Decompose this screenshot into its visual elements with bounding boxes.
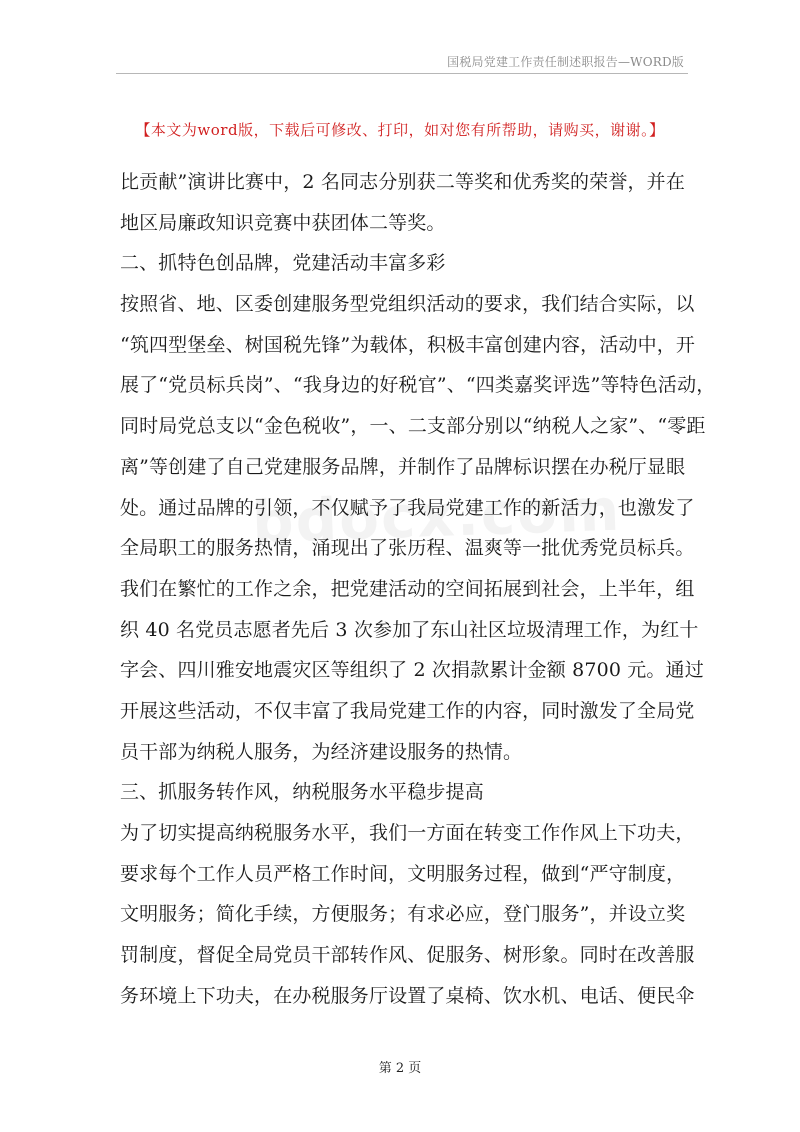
body-text — [120, 162, 716, 1016]
text-line: 我们在繁忙的工作之余，把党建活动的空间拓展到社会，上半年，组 — [120, 577, 695, 600]
text-line: 要求每个工作人员严格工作时间，文明服务过程，做到“严守制度， — [120, 862, 686, 885]
text-line: “筑四型堡垒、树国税先锋”为载体，积极丰富创建内容，活动中，开 — [120, 333, 696, 356]
text-line: 同时局党总支以“金色税收”，一、二支部分别以“纳税人之家”、“零距 — [120, 415, 706, 438]
text-line: 全局职工的服务热情，涌现出了张历程、温爽等一批优秀党员标兵。 — [120, 537, 695, 560]
text-line: 文明服务；简化手续，方便服务；有求必应，登门服务”，并设立奖 — [120, 903, 686, 926]
text-line: 罚制度，督促全局党员干部转作风、促服务、树形象。同时在改善服 — [120, 944, 695, 967]
text-line: 字会、四川雅安地震灾区等组织了 2 次捐款累计金额 8700 元。通过 — [120, 659, 704, 682]
text-line: 展了“党员标兵岗”、“我身边的好税官”、“四类嘉奖评选”等特色活动， — [120, 374, 716, 397]
section-heading: 三、抓服务转作风，纳税服务水平稳步提高 — [120, 781, 484, 804]
header-divider — [116, 73, 688, 74]
text-line: 开展这些活动，不仅丰富了我局党建工作的内容，同时激发了全局党 — [120, 699, 695, 722]
text-line: 按照省、地、区委创建服务型党组织活动的要求，我们结合实际，以 — [120, 293, 695, 316]
text-line: 织 40 名党员志愿者先后 3 次参加了东山社区垃圾清理工作，为红十 — [120, 618, 699, 641]
running-header: 国税局党建工作责任制述职报告—WORD版 — [447, 55, 684, 69]
text-line: 务环境上下功夫，在办税服务厅设置了桌椅、饮水机、电话、便民伞 — [120, 984, 695, 1007]
text-line: 地区局廉政知识竞赛中获团体二等奖。 — [120, 211, 446, 234]
text-line: 处。通过品牌的引领，不仅赋予了我局党建工作的新活力，也激发了 — [120, 496, 695, 519]
text-line: 为了切实提高纳税服务水平，我们一方面在转变工作作风上下功夫， — [120, 822, 695, 844]
page-number: 第 2 页 — [378, 1061, 422, 1076]
section-heading: 二、抓特色创品牌，党建活动丰富多彩 — [120, 252, 446, 275]
purchase-notice: 【本文为word版，下载后可修改、打印，如对您有所帮助，请购买，谢谢。】 — [135, 121, 665, 139]
text-line: 比贡献”演讲比赛中，2 名同志分别获二等奖和优秀奖的荣誉，并在 — [120, 171, 685, 193]
text-line: 员干部为纳税人服务，为经济建设服务的热情。 — [120, 740, 523, 763]
text-line: 离”等创建了自己党建服务品牌，并制作了品牌标识摆在办税厅显眼 — [120, 455, 686, 478]
